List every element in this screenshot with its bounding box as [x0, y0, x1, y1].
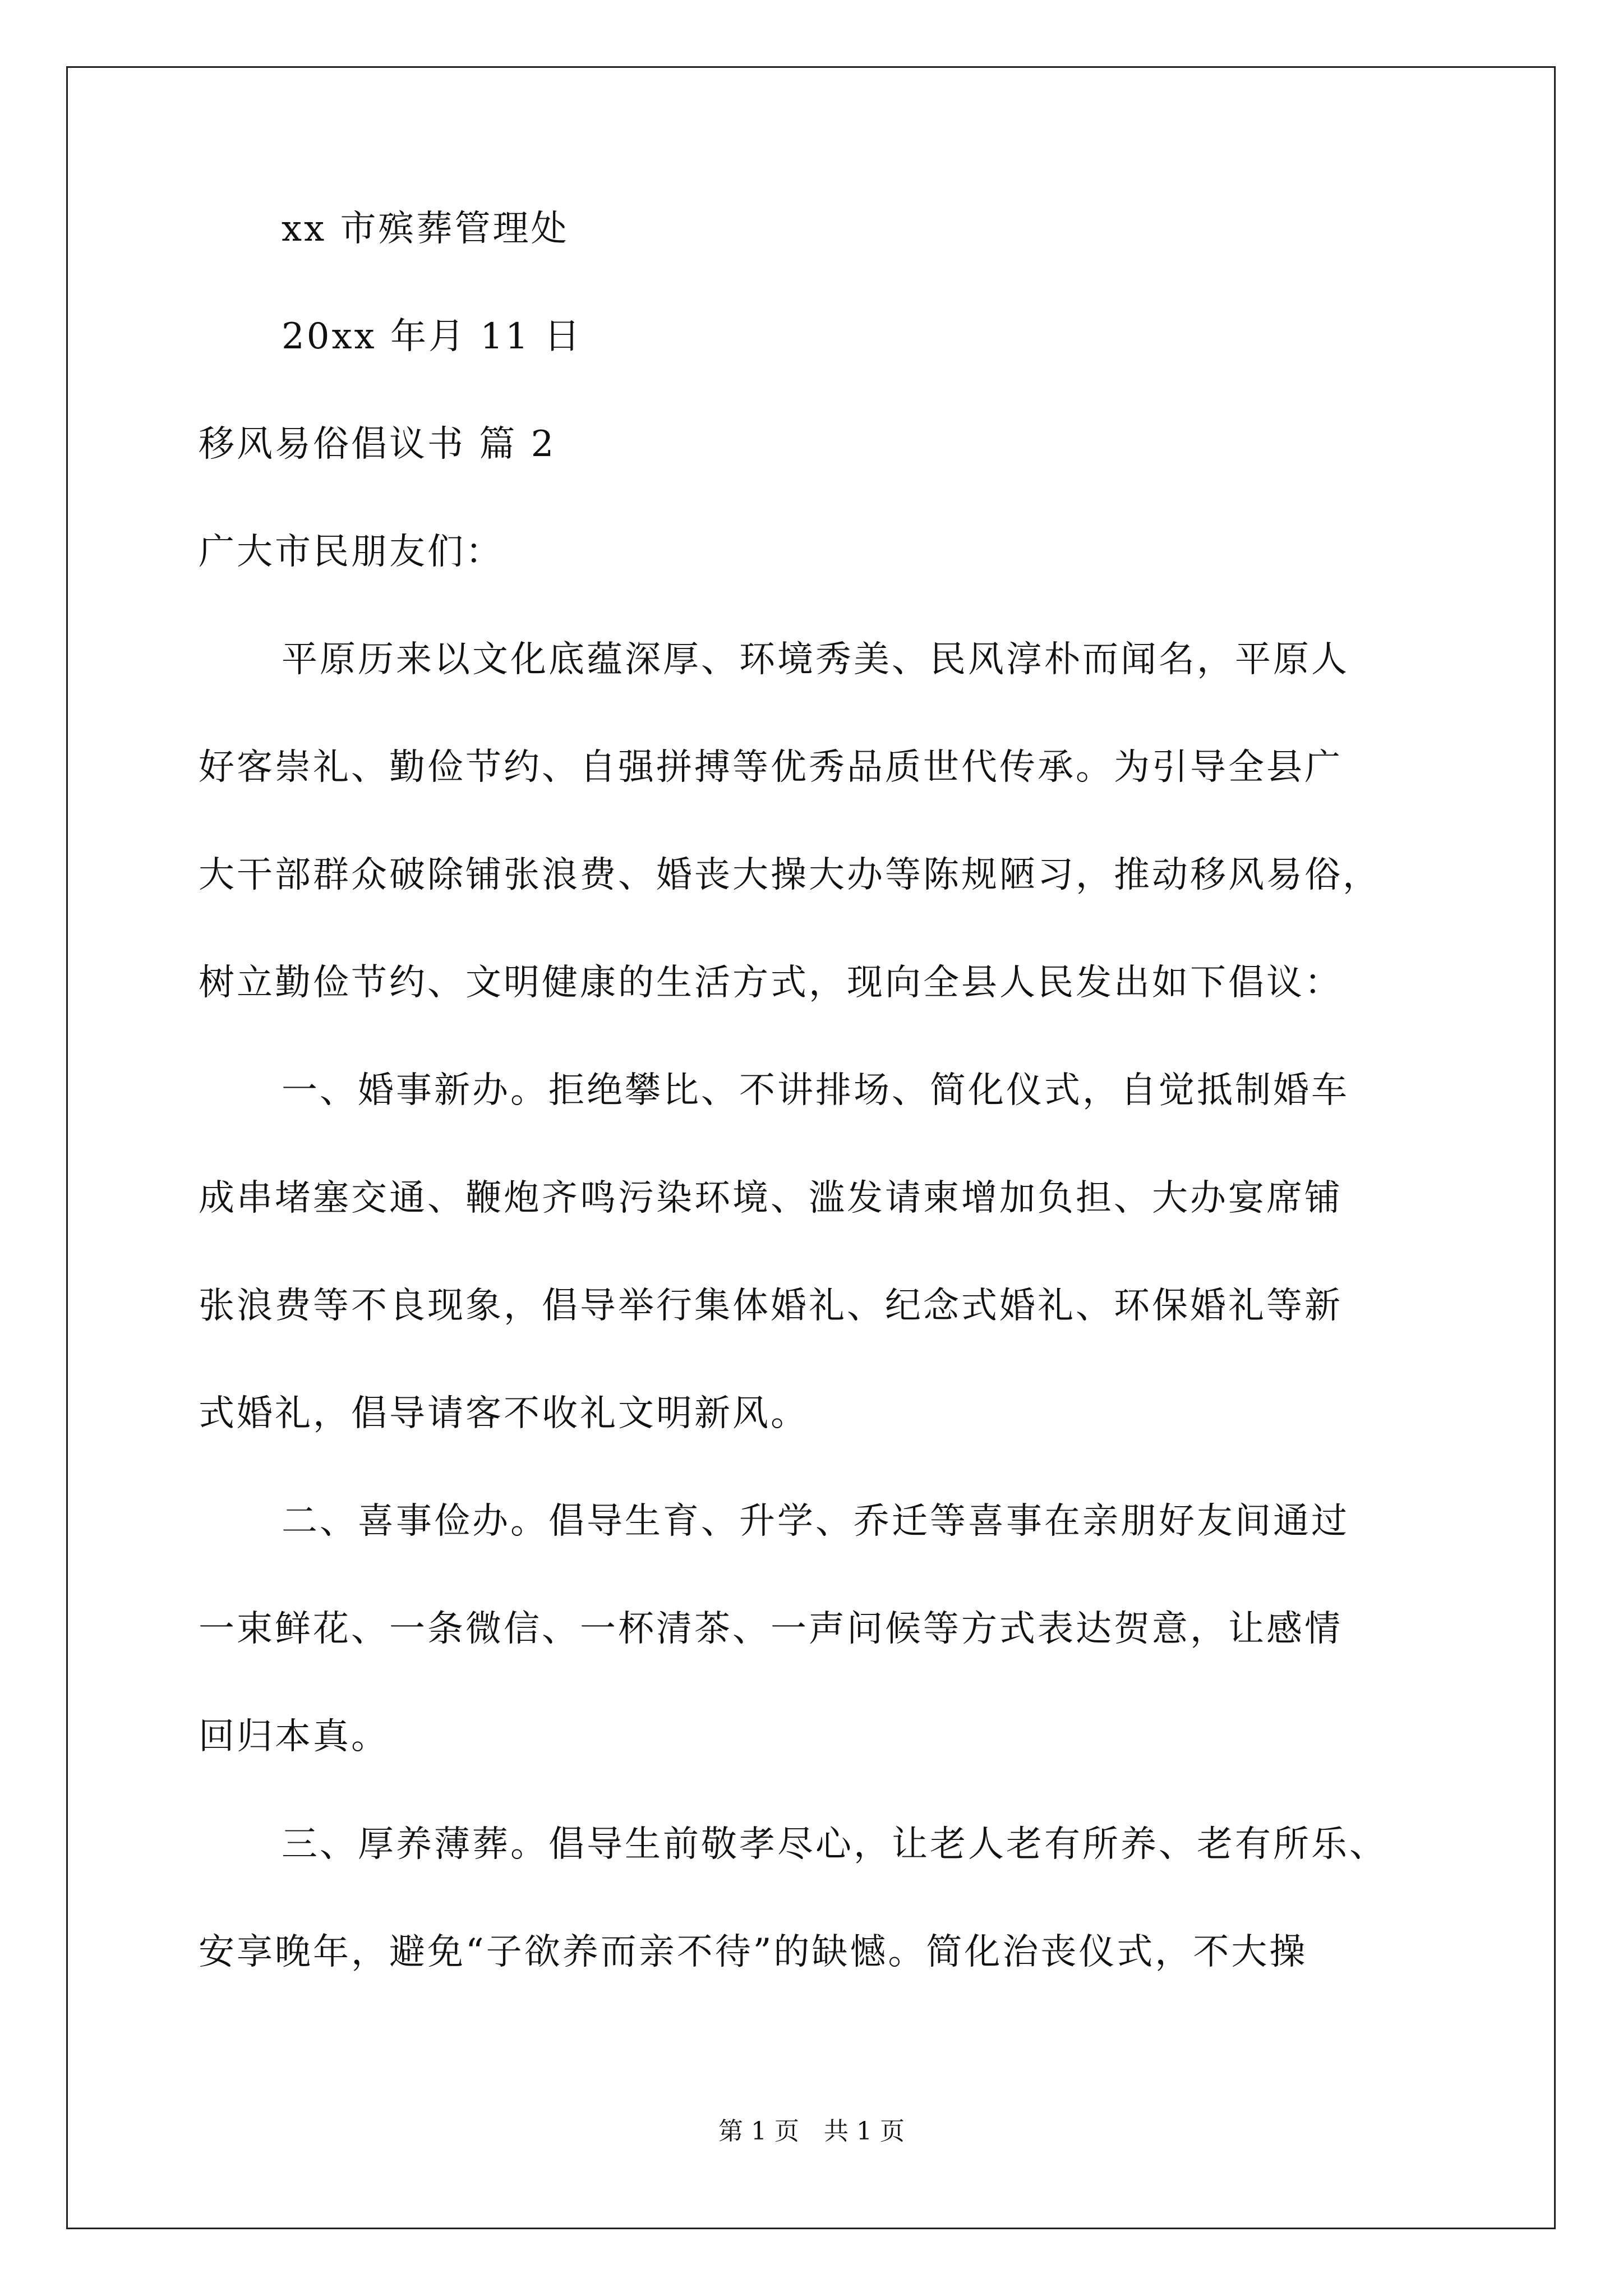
- paragraph-line: 树立勤俭节约、文明健康的生活方式，现向全县人民发出如下倡议：: [199, 962, 1343, 1004]
- paragraph-line: 大干部群众破除铺张浪费、婚丧大操大办等陈规陋习，推动移风易俗，: [199, 854, 1381, 896]
- signature-org: xx 市殡葬管理处: [282, 208, 569, 250]
- document-body: [199, 202, 1432, 2033]
- signature-date: 20xx 年月 11 日: [282, 316, 583, 357]
- paragraph-line: 式婚礼，倡导请客不收礼文明新风。: [199, 1393, 809, 1434]
- paragraph-line: 回归本真。: [199, 1716, 389, 1757]
- paragraph-line: 安享晚年，避免“子欲养而亲不待”的缺憾。简化治丧仪式，不大操: [199, 1931, 1308, 1973]
- section-title: 移风易俗倡议书 篇 2: [199, 424, 556, 465]
- paragraph-line: 张浪费等不良现象，倡导举行集体婚礼、纪念式婚礼、环保婚礼等新: [199, 1285, 1343, 1327]
- paragraph-line: 一束鲜花、一条微信、一杯清茶、一声问候等方式表达贺意，让感情: [199, 1608, 1343, 1650]
- paragraph-line: 平原历来以文化底蕴深厚、环境秀美、民风淳朴而闻名，平原人: [282, 639, 1349, 680]
- paragraph-line: 好客崇礼、勤俭节约、自强拼搏等优秀品质世代传承。为引导全县广: [199, 747, 1343, 788]
- paragraph-line: 三、厚养薄葬。倡导生前敬孝尽心，让老人老有所养、老有所乐、: [282, 1824, 1387, 1865]
- page-number-footer: 第 1 页 共 1 页: [718, 2117, 905, 2146]
- paragraph-line: 一、婚事新办。拒绝攀比、不讲排场、简化仪式，自觉抵制婚车: [282, 1070, 1349, 1111]
- salutation: 广大市民朋友们：: [199, 531, 504, 573]
- paragraph-line: 二、喜事俭办。倡导生育、升学、乔迁等喜事在亲朋好友间通过: [282, 1501, 1349, 1542]
- paragraph-line: 成串堵塞交通、鞭炮齐鸣污染环境、滥发请柬增加负担、大办宴席铺: [199, 1177, 1343, 1219]
